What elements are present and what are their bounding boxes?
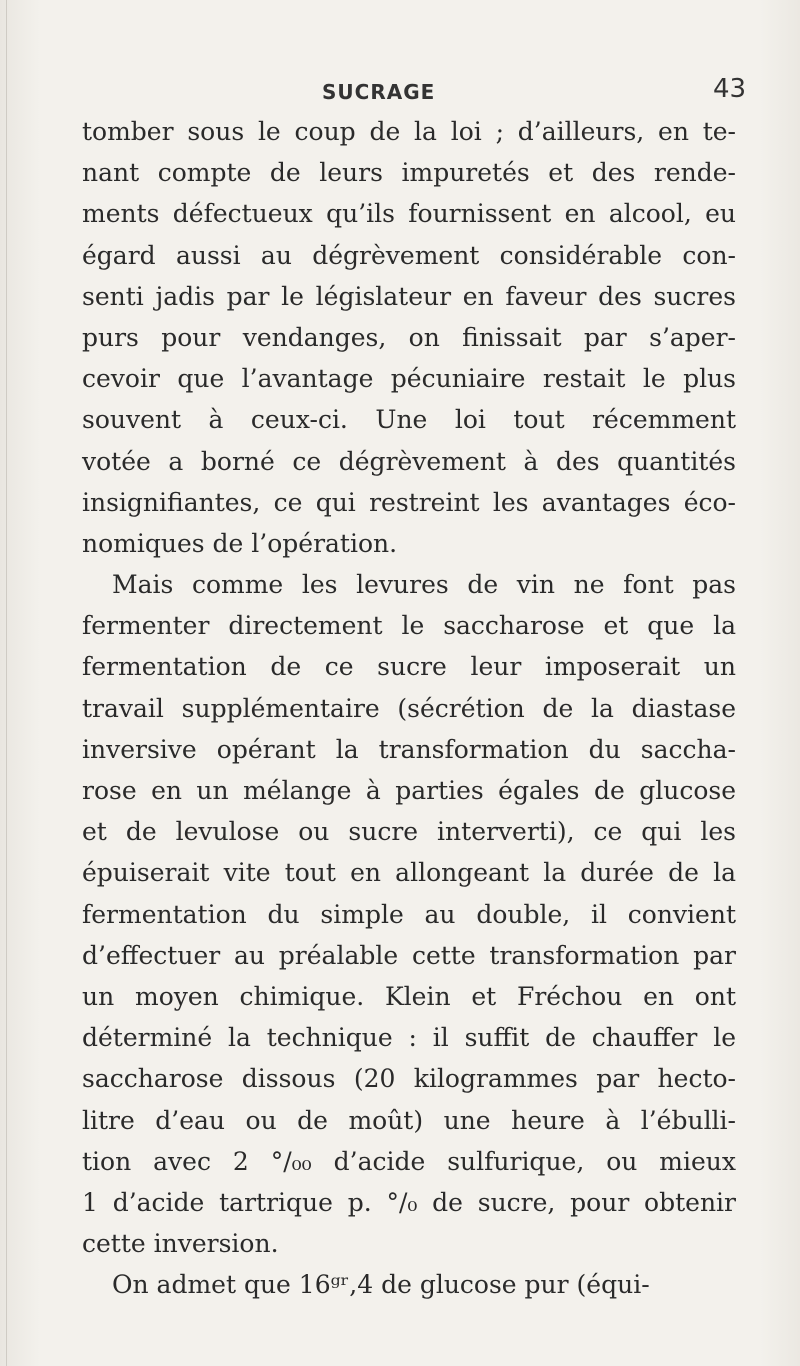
text-line: nomiques de l’opération. xyxy=(82,528,398,558)
text-line: travail supplémentaire (sécrétion de la diastase xyxy=(82,693,736,723)
page-edge xyxy=(6,0,7,1366)
text-line: saccharose dissous (20 kilogrammes par hecto- xyxy=(82,1064,736,1094)
text-line: votée a borné ce dégrèvement à des quantités xyxy=(82,446,736,476)
text-line: cevoir que l’avantage pécuniaire restait le plus xyxy=(82,364,736,394)
text-line: et de levulose ou sucre interverti), ce qui les xyxy=(82,817,736,847)
running-title: SUCRAGE xyxy=(322,80,436,104)
text-line: épuiserait vite tout en allongeant la durée de la xyxy=(82,858,736,888)
body-text xyxy=(82,111,736,1305)
text-line: un moyen chimique. Klein et Fréchou en ont xyxy=(82,981,736,1011)
text-line: nant compte de leurs impuretés et des rende- xyxy=(82,158,736,188)
text-line: purs pour vendanges, on finissait par s’aper- xyxy=(82,322,736,352)
text-line: senti jadis par le législateur en faveur des sucres xyxy=(82,281,736,311)
text-line: litre d’eau ou de moût) une heure à l’ébulli- xyxy=(82,1105,736,1135)
page-number: 43 xyxy=(713,74,747,104)
text-line: cette inversion. xyxy=(82,1229,279,1259)
text-line: déterminé la technique : il suffit de chauffer le xyxy=(82,1023,736,1053)
paragraph-start-line: On admet que 16ᵍʳ,4 de glucose pur (équi- xyxy=(112,1270,650,1300)
text-line: inversive opérant la transformation du saccha- xyxy=(82,734,736,764)
text-line: d’effectuer au préalable cette transformation par xyxy=(82,940,736,970)
text-line: insignifiantes, ce qui restreint les avantages éco- xyxy=(82,487,736,517)
page-header xyxy=(0,68,800,108)
text-line: tomber sous le coup de la loi ; d’ailleurs, en te- xyxy=(82,117,736,146)
text-line: 1 d’acide tartrique p. °/₀ de sucre, pour obtenir xyxy=(82,1187,736,1217)
text-line: égard aussi au dégrèvement considérable con- xyxy=(82,240,736,270)
text-line: fermentation de ce sucre leur imposerait un xyxy=(82,652,736,682)
text-line: fermenter directement le saccharose et que la xyxy=(82,611,736,641)
paragraph-start-line: Mais comme les levures de vin ne font pas xyxy=(112,570,736,600)
text-line: rose en un mélange à parties égales de glucose xyxy=(82,776,736,805)
text-line: tion avec 2 °/₀₀ d’acide sulfurique, ou mieux xyxy=(82,1146,736,1176)
text-line: souvent à ceux-ci. Une loi tout récemment xyxy=(82,405,736,435)
text-line: fermentation du simple au double, il convient xyxy=(82,899,736,929)
text-line: ments défectueux qu’ils fournissent en alcool, eu xyxy=(82,199,736,229)
